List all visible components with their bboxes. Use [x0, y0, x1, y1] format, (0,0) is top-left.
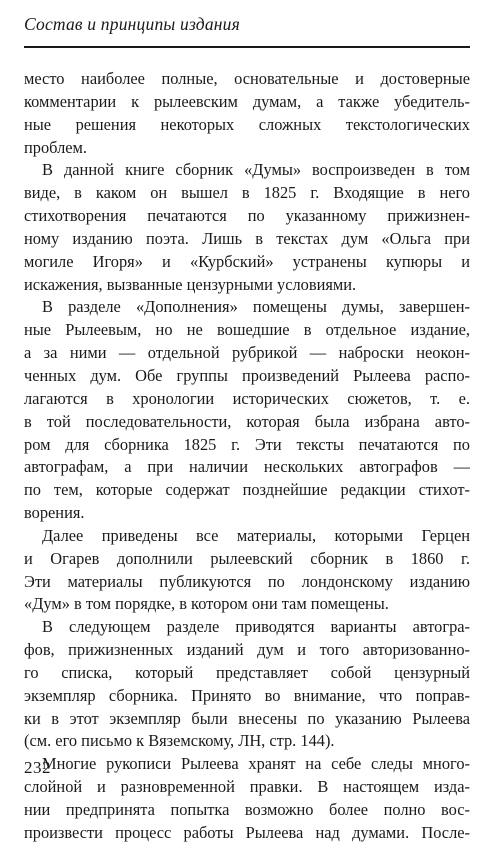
text-line: автографам, а при наличии нескольких автографов —	[24, 457, 470, 477]
text-line: слойной и разновременной правки. В настоящем изда-	[24, 777, 470, 797]
text-line: искажения, вызванные цензурными условиями.	[24, 274, 357, 294]
text-line: экземпляр сборника. Принято во внимание, что поправ-	[24, 685, 470, 705]
text-line: ром для сборника 1825 г. Эти тексты печатаются по	[24, 434, 470, 454]
text-line: Далее приведены все материалы, которыми Герцен	[42, 525, 470, 545]
text-line: фов, прижизненных изданий дум и того авторизованно-	[24, 640, 470, 660]
text-line: произвести процесс работы Рылеева над думами. После-	[24, 822, 470, 842]
text-line: ному изданию поэта. Лишь в текстах дум «Ольга при	[24, 228, 470, 248]
text-line: Эти материалы публикуются по лондонскому изданию	[24, 571, 470, 591]
text-line: ки в этот экземпляр были внесены по указанию Рылеева	[24, 708, 470, 728]
running-title: Состав и принципы издания	[24, 14, 240, 34]
text-line: а за ними — отдельной рубрикой — наброски неокон-	[24, 343, 470, 363]
text-line: в той последовательности, которая была избрана авто-	[24, 411, 470, 431]
text-line: комментарии к рылеевским думам, а также убедитель-	[24, 91, 470, 111]
text-line: ные решения некоторых сложных текстологических	[24, 114, 470, 134]
text-line: «Дум» в том порядке, в котором они там помещены.	[24, 594, 389, 614]
text-line: и Огарев дополнили рылеевский сборник в 1860 г.	[24, 548, 470, 568]
text-line: В разделе «Дополнения» помещены думы, завершен-	[42, 297, 470, 317]
text-line: лагаются в хронологии исторических сюжетов, т. е.	[24, 388, 470, 408]
text-line: по тем, которые содержат позднейшие редакции стихот-	[24, 480, 470, 500]
text-line: го списка, который представляет собой цензурный	[24, 662, 470, 682]
text-line: ные Рылеевым, но не вошедшие в отдельное издание,	[24, 320, 470, 340]
text-line: проблем.	[24, 137, 88, 157]
text-line: (см. его письмо к Вяземскому, ЛН, стр. 144).	[24, 731, 335, 751]
text-line: могиле Игоря» и «Курбский» устранены купюры и	[24, 251, 470, 271]
header-rule	[24, 46, 470, 48]
text-line: место наиболее полные, основательные и достоверные	[24, 69, 470, 88]
text-line: В следующем разделе приводятся варианты автогра-	[42, 617, 470, 637]
text-line: В данной книге сборник «Думы» воспроизведен в том	[42, 160, 470, 180]
text-line: ворения.	[24, 503, 85, 523]
body-text	[24, 68, 470, 845]
text-line: ченных дум. Обе группы произведений Рылеева распо-	[24, 365, 470, 385]
text-line: виде, в каком он вышел в 1825 г. Входящие в него	[24, 183, 470, 203]
text-line: Многие рукописи Рылеева хранят на себе следы много-	[42, 754, 470, 774]
text-line: стихотворения печатаются по указанному прижизнен-	[24, 206, 470, 226]
page-number: 232	[24, 758, 51, 777]
text-line: нии предпринята попытка возможно более полно вос-	[24, 800, 470, 819]
